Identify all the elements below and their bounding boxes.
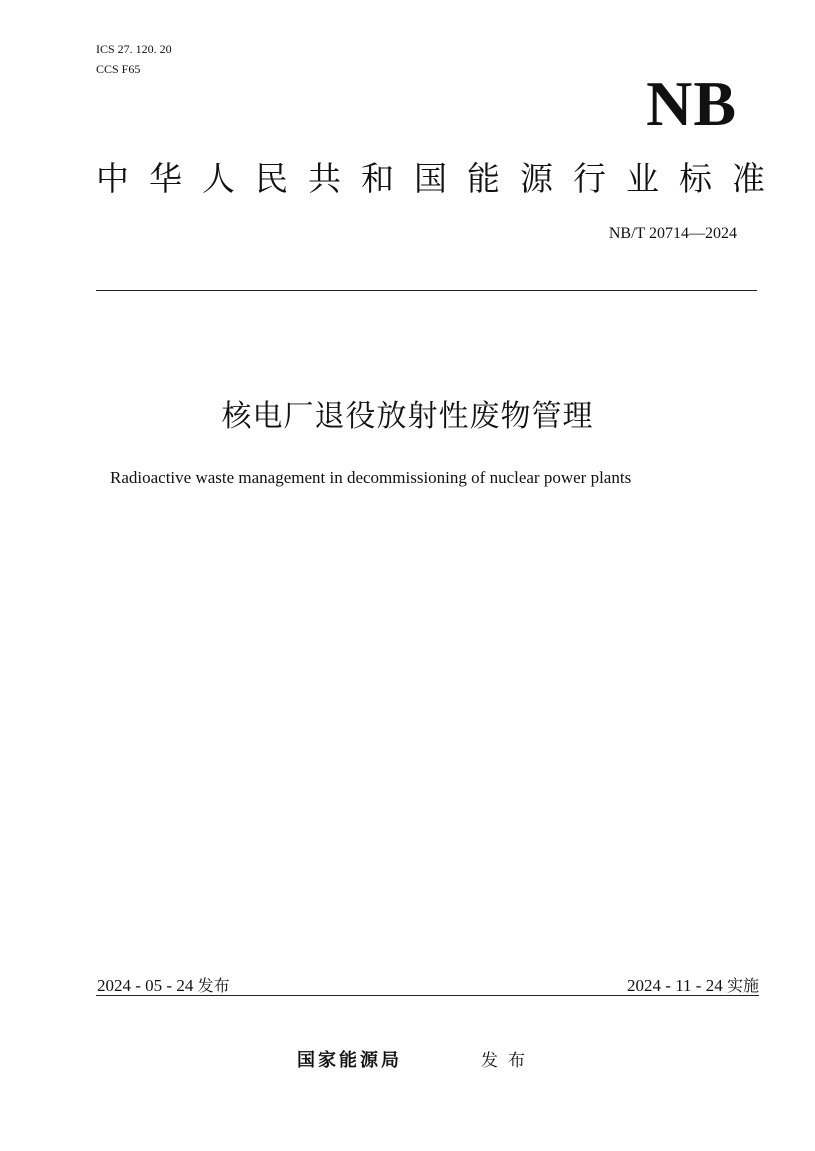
- publish-label: 发布: [481, 1051, 535, 1071]
- standard-number: NB/T 20714—2024: [608, 225, 737, 242]
- bottom-divider: [96, 995, 759, 996]
- issue-label: 发布: [197, 976, 230, 995]
- issue-date-line: [97, 975, 230, 997]
- ics-code: ICS 27. 120. 20: [96, 42, 172, 56]
- ccs-code: CCS F65: [96, 62, 141, 76]
- nb-logo: NB: [646, 68, 737, 139]
- implementation-label: 实施: [726, 976, 759, 995]
- implementation-date-line: [627, 975, 759, 997]
- document-title-en: Radioactive waste management in decommissioning of nuclear power plants: [110, 468, 632, 487]
- issue-date: 2024 - 05 - 24: [97, 976, 194, 995]
- publisher-name: 国家能源局: [297, 1050, 402, 1071]
- implementation-date: 2024 - 11 - 24: [627, 976, 723, 995]
- document-title-cn: 核电厂退役放射性废物管理: [221, 399, 594, 434]
- top-divider: [96, 290, 757, 291]
- standard-category: 中华人民共和国能源行业标准: [96, 159, 785, 198]
